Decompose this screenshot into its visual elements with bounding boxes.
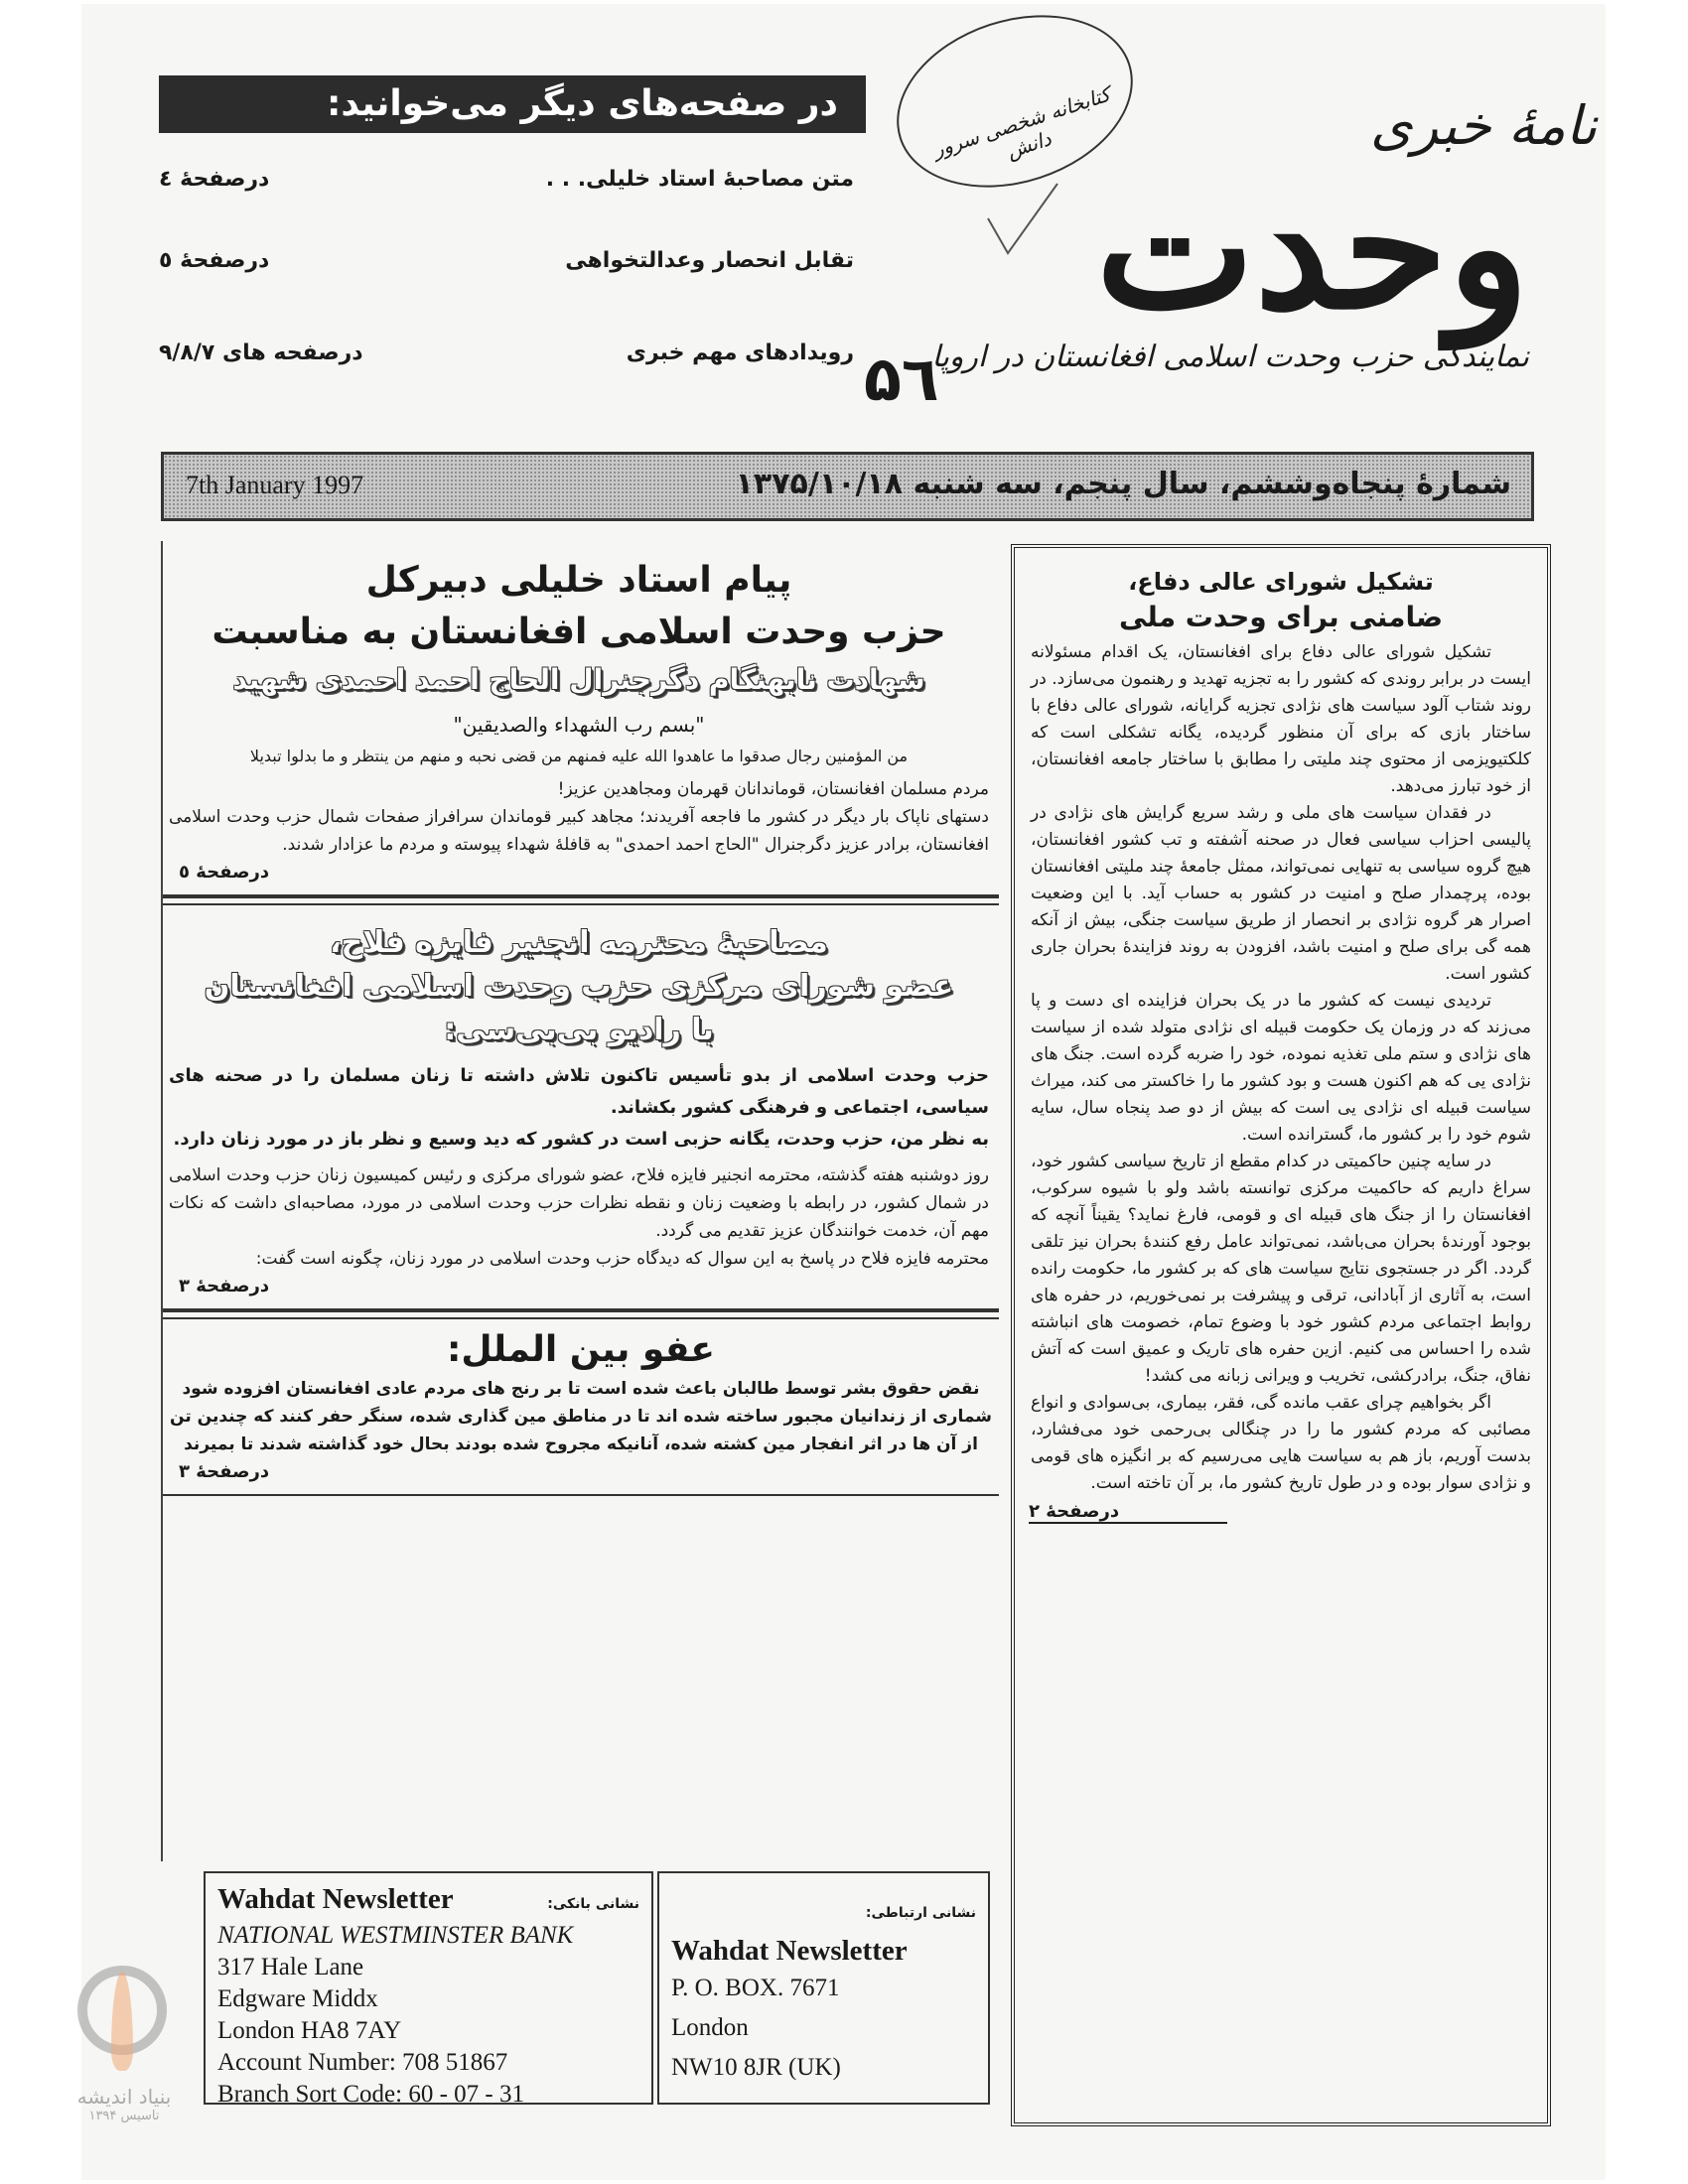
article-lead: به نظر من، حزب وحدت، یگانه حزبی است در کشور که دید وسیع و نظر باز در مورد زنان دارد. — [173, 1129, 989, 1150]
toc-item[interactable] — [159, 167, 854, 206]
editorial-paragraph: در سایه چنین حاکمیتی در کدام مقطع از تاریخ سیاسی کشور خود، سراغ داریم که حاکمیت مرکزی توانسته باشد ولو با شیوه سرکوب، افغانستان را از جنگ های قبیله ای و قومی، فارغ نماید؟ یقیناً آنچه که بوجود آورندهٔ بحران می‌باشد، نمی‌تواند عامل رفع کنندهٔ بحران نیز تلقی گردد. اگر در جستجوی نتایج سیاست های که بر کشور ما، حکومت رانده است، به آثاری از آبادانی، ترقی و پیشرفت بر نمی‌خوریم، در حفره های روابط اجتماعی مردم کشور خود با وضوع تمام، خصومت های انباشته شده را احساس می کنیم. ازین حفره های تاریک و عمیق است که آتش نفاق، جنگ، برادرکشی، تخریب و ویرانی زبانه می کشد! — [1031, 1152, 1531, 1386]
bank-account-number: Account Number: 708 51867 — [217, 2049, 508, 2076]
toc-item-title: تقابل انحصار وعدالتخواهی — [565, 248, 854, 273]
contact-line: P. O. BOX. 7671 — [671, 1975, 840, 2001]
article-paragraph: روز دوشنبه هفته گذشته، محترمه انجنیر فایزه فلاح، عضو شورای مرکزی و رئیس کمیسیون زنان حزب وحدت اسلامی در شمال کشور، در رابطه با وضعیت زنان و نقطه نظرات حزب وحدت اسلامی در مورد، مصاحبه‌ای داشت که نکات مهم آن، خدمت خوانندگان عزیز تقدیم می گردد. — [169, 1165, 989, 1241]
bank-line: London HA8 7AY — [217, 2017, 402, 2044]
article-headline: با رادیو بی‌بی‌سی: — [444, 1013, 714, 1047]
section-divider — [163, 1308, 999, 1319]
continued-link[interactable]: درصفحهٔ ٥ — [179, 862, 270, 883]
article-headline: پیام استاد خلیلی دبیرکل — [365, 560, 792, 601]
article-headline: عفو بین الملل: — [447, 1329, 715, 1370]
checkmark-icon — [983, 179, 1062, 258]
article-headline: حزب وحدت اسلامی افغانستان به مناسبت — [211, 612, 946, 652]
article-headline: مصاحبهٔ محترمه انجنیر فایزه فلاح، — [330, 925, 828, 960]
bank-line: NATIONAL WESTMINSTER BANK — [217, 1922, 574, 1949]
toc-item-title: متن مصاحبهٔ استاد خلیلی. . . — [545, 167, 854, 192]
masthead-title: وحدت — [1095, 149, 1529, 347]
article-paragraph: دستهای ناپاک بار دیگر در کشور ما فاجعه آفریدند؛ مجاهد کبیر قوماندان سرافراز صفحات شمال حزب وحدت اسلامی افغانستان، برادر عزیز دگرجنرال "الحاج احمد احمدی" به قافلهٔ شهداء پیوسته و مردم ما عزادار شدند. — [169, 807, 989, 855]
quran-verse: من المؤمنین رجال صدقوا ما عاهدوا الله علیه فمنهم من قضی نحبه و منهم من ینتظر و ما بدلوا تبدیلا — [249, 747, 909, 765]
left-column — [161, 541, 999, 1861]
article-headline: عضو شورای مرکزی حزب وحدت اسلامی افغانستان — [204, 969, 954, 1004]
issue-number: ۵٦ — [864, 342, 939, 415]
article-amnesty — [163, 1325, 999, 1486]
bank-sort-code: Branch Sort Code: 60 - 07 - 31 — [217, 2081, 524, 2108]
toc-item-title: رویدادهای مهم خبری — [626, 341, 854, 365]
persian-date: شمارهٔ پنجاه‌وششم، سال پنجم، سه شنبه ۱۳۷۵/۱۰/۱۸ — [735, 467, 1511, 501]
masthead-kicker: نامهٔ خبری — [1370, 94, 1598, 157]
watermark-name: بنیاد اندیشه — [76, 2085, 172, 2109]
article-lead: حزب وحدت اسلامی از بدو تأسیس تاکنون تلاش داشته تا زنان مسلمان را در صحنه های سیاسی، اجتماعی و فرهنگی کشور بکشاند. — [169, 1065, 989, 1118]
editorial-paragraph: تشکیل شورای عالی دفاع برای افغانستان، یک اقدام مسئولانه ایست در برابر روندی که کشور را به تجزیه تهدید و رهنمون می‌سازد. در روند شتاب آلود سیاست های نژادی تجزیه گرایانه، شورای عالی دفاع با ساختار بازی که برای آن منظور گردیده، یگانه تشکلی است که کلکتیویزمی از محتوی چند ملیتی را مطابق با ساختار جامعه افغانستان، از خود تبارز می‌دهد. — [1031, 642, 1531, 796]
contact-line: London — [671, 2014, 749, 2041]
watermark-subtext: تاسیس ۱۳۹۴ — [88, 2109, 160, 2123]
masthead-subtitle: نمایندگی حزب وحدت اسلامی افغانستان در اروپا — [931, 340, 1529, 374]
continued-link[interactable]: درصفحهٔ ۳ — [179, 1276, 270, 1297]
continued-link[interactable]: درصفحهٔ ۲ — [1029, 1501, 1227, 1524]
stamp-text: کتابخانه شخصی سرور دانش — [929, 81, 1113, 164]
editorial-column — [1011, 544, 1551, 2126]
bank-address-box — [204, 1871, 653, 2108]
contact-line: NW10 8JR (UK) — [671, 2054, 841, 2081]
contact-box-name: Wahdat Newsletter — [671, 1935, 908, 1967]
toc-item-page: درصفحهٔ ٤ — [159, 167, 270, 192]
article-falah-interview — [163, 921, 999, 1300]
bank-box-label: نشانی بانکی: — [547, 1896, 639, 1912]
section-divider — [163, 894, 999, 905]
editorial-paragraph: اگر بخواهیم چرای عقب مانده گی، فقر، بیماری، بی‌سوادی و انواع مصائبی که مردم کشور ما را در چنگالی بی‌رحمی خود می‌فشارد، بدست آوریم، باز هم به سیاست هایی می‌رسیم که بر انگیزه های قومی و نژادی سوار بوده و در طول تاریخ کشور ما، بر آن تاخته است. — [1031, 1393, 1531, 1493]
watermark-text — [60, 2085, 189, 2123]
bismillah-line: "بسم رب الشهداء والصدیقین" — [453, 713, 705, 737]
contact-box-label: نشانی ارتباطی: — [865, 1905, 976, 1921]
article-paragraph: مردم مسلمان افغانستان، قوماندانان قهرمان ومجاهدین عزیز! — [557, 779, 989, 799]
english-date: 7th January 1997 — [186, 471, 364, 499]
editorial-paragraph: تردیدی نیست که کشور ما در یک بحران فزاینده ای دست و پا می‌زند که در وزمان یک حکومت قبیله ای نژادی متولد شده از سیاست های نژادی و ستم ملی تغذیه نموده، خود را ضربه گرده است. جنگ های نژادی یی که هم اکنون هست و بود کشور ما را خاکستر می کند، میراث سیاست قبیله ای نژادی یی است که بیش از دو صد پنجاه سال، سایه شوم خود را بر کشور ما، گسترانده است. — [1031, 991, 1531, 1145]
editorial-headline: تشکیل شورای عالی دفاع، — [1128, 568, 1434, 596]
toc-item-page: درصفحه های ۹/۸/۷ — [159, 341, 363, 365]
article-headline: شهادت نابهنگام دگرجنرال الحاج احمد احمدی شهید — [232, 663, 925, 696]
editorial-paragraph: در فقدان سیاست های ملی و رشد سریع گرایش های نژادی در پالیسی احزاب سیاسی فعال در صحنه آشفته و تب کشور افغانستان، هیچ گروه سیاسی به تنهایی نمی‌تواند، ممثل جامعهٔ چند ملیتی افغانستان بوده، پرچمدار صلح و امنیت در کشور به حساب آید. با این وضعیت اصرار هر گروه نژادی بر انحصار از طریق سیاست جنگی، بیش از آنکه همه گی برای صلح و امنیت باشد، افزودن به روند فزایندهٔ بحران جاری کشور است. — [1031, 803, 1531, 984]
toc-item[interactable] — [159, 248, 854, 288]
bank-box-name: Wahdat Newsletter — [217, 1883, 454, 1915]
continued-link[interactable]: درصفحهٔ ۳ — [179, 1461, 270, 1482]
contact-address-box — [657, 1871, 990, 2105]
article-paragraph: محترمه فایزه فلاح در پاسخ به این سوال که دیدگاه حزب وحدت اسلامی در مورد زنان، چگونه است گفت: — [255, 1249, 989, 1269]
article-paragraph: نقض حقوق بشر توسط طالبان باعث شده است تا بر رنج های مردم عادی افغانستان افزوده شود شماری از زندانیان مجبور ساخته شده اند تا در مناطق مین گذاری شده، سنگر حفر کنند که چندین تن از آن ها در اثر انفجار مین کشته شده، آنانیکه مجروح شده بودند بحال خود گذاشته شدند تا بمیرند — [170, 1379, 992, 1454]
toc-item-page: درصفحهٔ ٥ — [159, 248, 270, 273]
date-bar — [161, 452, 1534, 521]
section-divider — [163, 1494, 999, 1496]
bank-line: 317 Hale Lane — [217, 1954, 364, 1980]
article-khalili-message — [163, 555, 999, 887]
bank-line: Edgware Middx — [217, 1985, 378, 2012]
editorial-headline: ضامنی برای وحدت ملی — [1118, 601, 1444, 633]
in-other-pages-banner: در صفحه‌های دیگر می‌خوانید: — [159, 75, 866, 133]
toc-item[interactable] — [159, 341, 854, 380]
